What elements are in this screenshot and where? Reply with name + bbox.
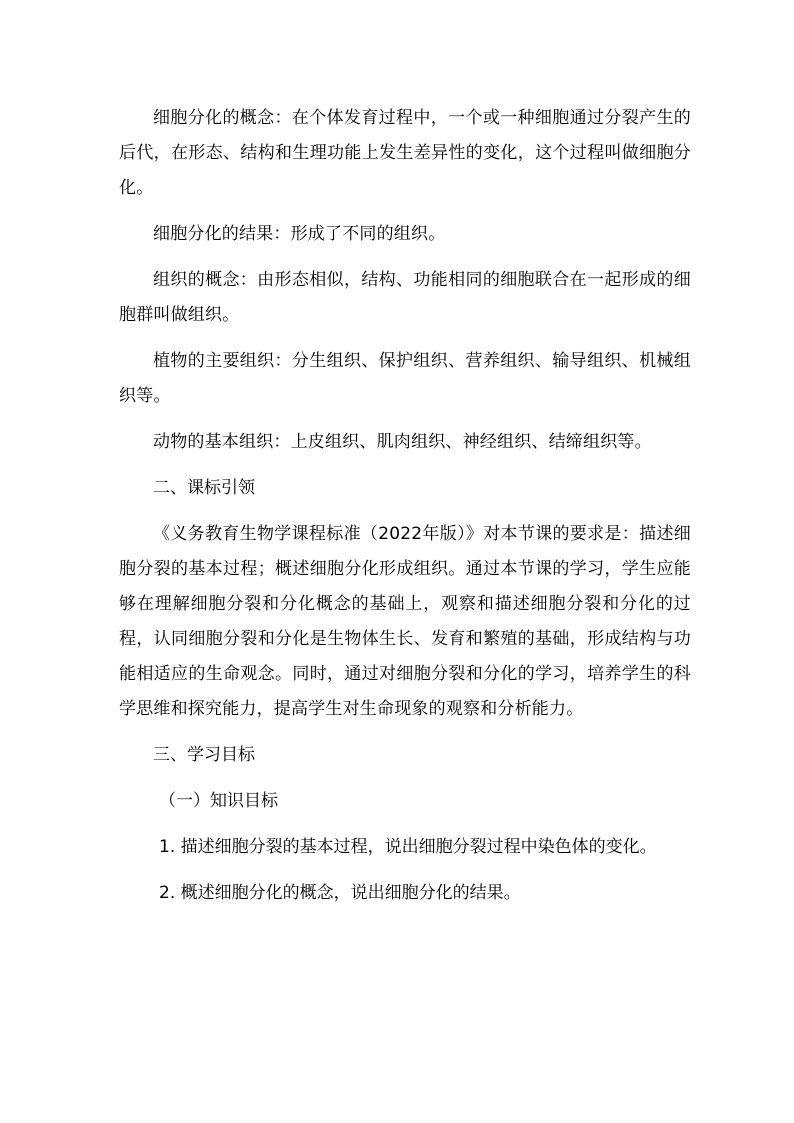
subheading-knowledge-goals: （一）知识目标 [159,791,278,811]
paragraph-cell-differentiation-result: 细胞分化的结果：形成了不同的组织。 [153,224,446,244]
paragraph-cell-differentiation-concept: 细胞分化的概念：在个体发育过程中，一个或一种细胞通过分裂产生的后代，在形态、结构和生理功能上发生差异性的变化，这个过程叫做细胞分化。 [119,108,691,198]
paragraph-curriculum-standard: 《义务教育生物学课程标准（2022年版）》对本节课的要求是：描述细胞分裂的基本过程；概述细胞分化形成组织。通过本节课的学习，学生应能够在理解细胞分裂和分化概念的基础上，观察和描述细胞分裂和分化的过程，认同细胞分裂和分化是生物体生长、发育和繁殖的基础，形成结构与功能相适应的生命观念。同时，通过对细胞分裂和分化的学习，培养学生的科学思维和探究能力，提高学生对生命现象的观察和分析能力。 [119,524,691,719]
section-heading-curriculum: 二、课标引领 [153,478,255,498]
paragraph-tissue-concept: 组织的概念：由形态相似，结构、功能相同的细胞联合在一起形成的细胞群叫做组织。 [119,270,691,325]
document-body [119,101,691,922]
section-heading-learning-goals: 三、学习目标 [153,745,255,765]
list-item: 2. 概述细胞分化的概念，说出细胞分化的结果。 [159,883,521,903]
list-item: 1. 描述细胞分裂的基本过程，说出细胞分裂过程中染色体的变化。 [159,837,657,857]
paragraph-plant-tissues: 植物的主要组织：分生组织、保护组织、营养组织、输导组织、机械组织等。 [119,351,691,406]
paragraph-animal-tissues: 动物的基本组织：上皮组织、肌肉组织、神经组织、结缔组织等。 [153,432,652,452]
